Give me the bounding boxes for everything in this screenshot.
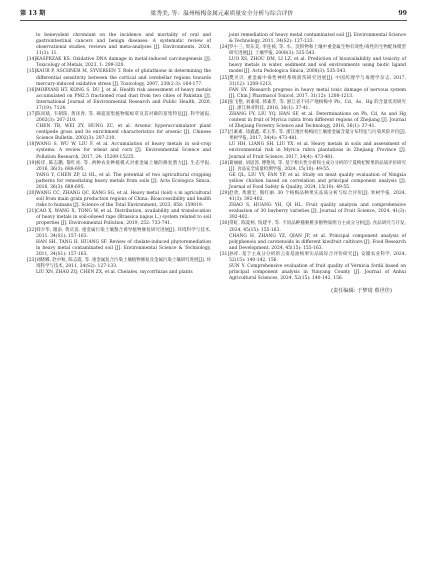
reference-item bbox=[27, 258, 211, 270]
reference-number: [15] bbox=[27, 69, 37, 75]
page-header bbox=[20, 9, 407, 20]
reference-item bbox=[220, 173, 406, 191]
reference-number bbox=[220, 88, 229, 100]
reference-number: [23] bbox=[27, 257, 37, 263]
reference-text: ZHAO S, HUANG YH, QI HL. Fruit quality analysis and comprehensive evaluation of 30 bayberry varieties [J]. Journal of Fruit Science, 2024, 41(3): 392-402. bbox=[229, 203, 406, 221]
issue-label: 第 13 期 bbox=[20, 10, 46, 18]
reference-item bbox=[220, 76, 406, 88]
reference-item bbox=[220, 203, 406, 221]
reference-item bbox=[220, 221, 406, 233]
reference-item bbox=[27, 161, 211, 173]
reference-number: [29] bbox=[220, 191, 230, 197]
reference-item bbox=[27, 240, 211, 258]
reference-text: GE QL, LIU YY, FAN YP, et al. Study on meat quality evaluation of Ningxia yellow chicken based on correlation and principal component analysis [J]. Journal of Food Safety & Quality, 2024, 15(10): 49-55. bbox=[229, 172, 406, 190]
page-number: 99 bbox=[398, 10, 407, 18]
reference-number: [21] bbox=[27, 209, 37, 215]
reference-list-right bbox=[220, 45, 406, 282]
reference-number: [27] bbox=[220, 130, 230, 136]
reference-item bbox=[27, 88, 211, 112]
reference-item bbox=[220, 88, 406, 100]
reference-item bbox=[27, 173, 211, 191]
reference-item bbox=[27, 270, 211, 276]
reference-text: FAN SY. Research progress in heavy metal toxic damage of nervous system [J]. Chin J Pharmacol Toxicol, 2017, 31(12): 1208-1213. bbox=[229, 87, 406, 99]
reference-column-right bbox=[220, 33, 406, 294]
reference-number bbox=[220, 203, 229, 221]
reference-text: 刘晓娜, 赵中秋, 陈志霞, 等. 重金属复合污染土壤植物修复及金属污染土壤研究进展[J]. 环境科学与技术, 2011, 34(S2): 127-133. bbox=[36, 257, 211, 269]
reference-number bbox=[27, 240, 36, 258]
reference-item bbox=[27, 69, 211, 87]
reference-text: 罗小三, 周东美, 李连祯, 等. 水、沉积物和土壤中重金属生物有效性/毒性的生物配体模型研究进展[J]. 土壤学报, 2008(3): 535-543. bbox=[229, 45, 406, 57]
reference-number bbox=[220, 142, 229, 160]
reference-text: 韩少华, 谢添, 黄庆发. 重金属污染土壤螯合诱导植物修复研究进展[J]. 环境科学与技术, 2011, 34(S1): 157-163. bbox=[36, 227, 211, 239]
reference-number: [30] bbox=[220, 221, 230, 227]
reference-item bbox=[27, 191, 211, 209]
reference-item bbox=[220, 161, 406, 173]
reference-item bbox=[220, 100, 406, 112]
reference-number bbox=[220, 234, 229, 252]
reference-text: LU HH, LIANG SH, LIU YX, et al. Heavy metals in soils and assessment of environmental risk in Myrica rubra plantations in Zhejiang Province [J]. Journal of Fruit Science, 2017, 34(4): 473-481. bbox=[229, 142, 406, 160]
reference-text: SUN Y. Comprehensive evaluation of fruit quality of Vernicia fordii based on principal component analysis in Yunyang County [J]. Journal of Anhui Agricultural Sciences, 2024, 52(15): 140-142, 156. bbox=[229, 263, 406, 282]
reference-column-left bbox=[27, 33, 211, 276]
reference-text: HAN SH, TANG H, HUANG SF. Review of chelate-induced phytoremediation in heavy metal contaminated soil [J]. Environmental Science & Technology, 2011, 34(S1): 157-163. bbox=[36, 239, 211, 257]
reference-item bbox=[27, 142, 211, 160]
reference-number: [19] bbox=[27, 160, 37, 166]
reference-list-left bbox=[27, 57, 211, 276]
reference-text: KASPRZAK KS. Oxidative DNA damage in metal-induced carcinogenesis [J]. Toxicology of Metals, 2023, 1: 299-320. bbox=[36, 57, 211, 69]
reference-text: MORYANI HT, KONG S, DU J, et al. Health risk assessment of heavy metals accumulated on PM2.5 fractioned road dust from two cities of Pakistan [J]. International Journal of Environmental Research and Public Health, 2020, 17(19): 7124. bbox=[36, 87, 211, 111]
reference-text: LUO XS, ZHOU DM, LI LZ, et al. Prediction of bioavailability and toxicity of heavy metals in water, sediment and soil environments using biotic ligand model [J]. Acta Pedologica Sinica, 2008(3): 535-543. bbox=[229, 57, 406, 75]
reference-number: [14] bbox=[27, 57, 37, 63]
reference-item bbox=[220, 130, 406, 142]
reference-text: ZHANG FY, LIU YQ, HAN SF, et al. Determinations on Pb, Cd, As and Hg content in fruit of Myrica rubra from different regions of Zhejiang [J]. Journal of Zhejiang Forestry Science and Technology, 2016, 36(1): 37-41. bbox=[229, 112, 406, 130]
reference-text: WANG S, WU W, LIU F, et al. Accumulation of heavy metals in soil-crop systems: A review for wheat and corn [J]. Environmental Science and Pollution Research, 2017, 24: 15209-15225. bbox=[36, 142, 211, 160]
reference-item bbox=[220, 191, 406, 203]
reference-text: YANG Y, CHEN ZP, LI HL, et al. The potential of two agricultural cropping patterns for remediating heavy metals from soils [J]. Acta Ecologica Sinica, 2016, 36(3): 688-695. bbox=[36, 172, 211, 190]
running-title: 梁秀美, 等：温州杨梅金属元素质量安全分析与综合评价 bbox=[150, 10, 294, 17]
reference-number bbox=[27, 270, 36, 276]
reference-number: [25] bbox=[220, 75, 230, 81]
reference-item bbox=[220, 264, 406, 282]
reference-number: [31] bbox=[220, 251, 230, 257]
reference-text: LIU XN, ZHAO ZQ, CHEN ZX, et al. Chelates, mycorrhizas and plants bbox=[36, 270, 193, 276]
reference-text: 孙祥. 基于主成分分析的云南基油杨果实品质综合评价研究[J]. 安徽农业科学, 2024, 52(15): 140-142, 156. bbox=[229, 251, 406, 263]
reference-item bbox=[27, 209, 211, 227]
reference-number: [17] bbox=[27, 112, 37, 118]
reference-number bbox=[220, 57, 229, 75]
reference-continuation: to benevolent chromium on the incidence and mortality of oral and gastrointestinal cancers and benign diseases: A systematic review of observational studies, reviews and meta-analyses [J]. Environments, 2024, 11(3): 11. bbox=[36, 33, 211, 57]
reference-number: [16] bbox=[27, 87, 37, 93]
reference-number: [26] bbox=[220, 99, 230, 105]
reference-text: WANG CC, ZHANG QC, KANG SG, et al. Heavy metal (loid) s in agricultural soil from main grain production regions of China: Bioaccessibility and health risks to humans [J]. Science of the Total Environment, 2023, 858: 159819. bbox=[36, 191, 211, 209]
reference-text: 樊贝贝. 重金属中毒性神经系统损伤研究进展[J]. 中国药理学与毒理学杂志, 2017, 31(12): 1208-1213. bbox=[229, 75, 406, 87]
reference-text: CAO X, WANG X, TONG W, et al. Distribution, availability and translocation of heavy metals in soil-oilseed rape (Brassica napus L.) system related to soil properties [J]. Environmental Pollution, 2019, 252: 733-741. bbox=[36, 209, 211, 227]
reference-item bbox=[27, 124, 211, 142]
reference-text: 陈同斌, 韦朝阳, 黄泽春, 等. 砷超富集植物蜈蚣草及其对砷的富集特征[J]. 科学通报, 2002(3): 207-210. bbox=[36, 112, 211, 124]
reference-text: 吕素素, 徐鑫鑫, 邓玉华, 等. 浙江地区杨梅园土壤重金属含量分布特征与污染风险评价[J]. 果树学报, 2017, 34(4): 473-481. bbox=[229, 130, 406, 142]
reference-text: 葛丽丽, 刘思茜, 傅艳凤, 等. 基于相关性分析和主成分分析的宁夏枸杞鲜果的品质评价研究[J]. 食品安全质量检测学报, 2024, 15(10): 49-55. bbox=[229, 160, 406, 172]
reference-item bbox=[27, 228, 211, 240]
reference-text: 赵欣, 黄骏宏, 熊红丽. 30 个杨梅品种果实品质分析与综合评价[J]. 果树学报, 2024, 41(3): 392-402. bbox=[229, 191, 406, 203]
reference-number: [28] bbox=[220, 160, 230, 166]
reference-text: CHANG H, ZHANG YZ, QIAN JP, et al. Principal component analysis of polyphenols and carotenoids in different kiwifruit cultivars [J]. Food Research and Development, 2024, 45(15): 155-163. bbox=[229, 233, 406, 251]
reference-item bbox=[220, 234, 406, 252]
reference-number: [18] bbox=[27, 142, 37, 148]
reference-text: 张飞艳, 刘素娟, 韩素芳, 等. 浙江省不同产地杨梅中 Pb、Cd、As、Hg 的含量状况研究[J]. 浙江林业科技, 2016, 36(1): 37-41. bbox=[229, 99, 406, 111]
reference-number bbox=[220, 264, 229, 282]
reference-item bbox=[27, 57, 211, 69]
reference-number bbox=[27, 124, 36, 142]
reference-item bbox=[27, 112, 211, 124]
reference-continuation: joint remediation of heavy metal contaminated soil [J]. Environmental Science & Technology, 2011, 34(S2): 127-133. bbox=[229, 33, 406, 45]
reference-text: 杨洋, 陈志鹏, 黎红亮, 等. 两种农业种植模式对重金属土壤的修复潜力[J]. 生态学报, 2016, 36(3): 688-695. bbox=[36, 160, 211, 172]
reference-number bbox=[220, 112, 229, 130]
header-rule bbox=[20, 20, 407, 21]
reference-item bbox=[220, 112, 406, 130]
reference-item bbox=[220, 45, 406, 57]
reference-text: CHEN TB, WEI ZY, HUNG ZC, et al. Arsenic hyperaccumulator plant centipede grass and its enrichment characteristics for arsenic [J]. Chinese Science Bulletin, 2002(3): 207-210. bbox=[36, 124, 211, 142]
reference-item bbox=[220, 252, 406, 264]
editor-note: (责任编辑: 于梦琦 蔡世佳) bbox=[331, 288, 392, 295]
reference-number: [24] bbox=[220, 45, 230, 51]
reference-number: [20] bbox=[27, 191, 37, 197]
reference-number bbox=[27, 173, 36, 191]
reference-number: [22] bbox=[27, 227, 37, 233]
reference-number bbox=[220, 173, 229, 191]
reference-text: KAUR P, ASCHNER M, SYVERSEN T. Role of glutathione in determining the differential sensitivity between the cortical and cerebellar regions towards mercury-induced oxidative stress [J]. Toxicology, 2007, 230(2-3): 164-177. bbox=[36, 69, 211, 87]
reference-item bbox=[220, 57, 406, 75]
reference-item bbox=[220, 142, 406, 160]
reference-text: 常虹, 陈夏柯, 钱建平, 等. 不同品种猕猴桃多酚物质组分主成分分析[J]. 食品研究与开发, 2024, 45(15): 155-163. bbox=[229, 221, 406, 233]
